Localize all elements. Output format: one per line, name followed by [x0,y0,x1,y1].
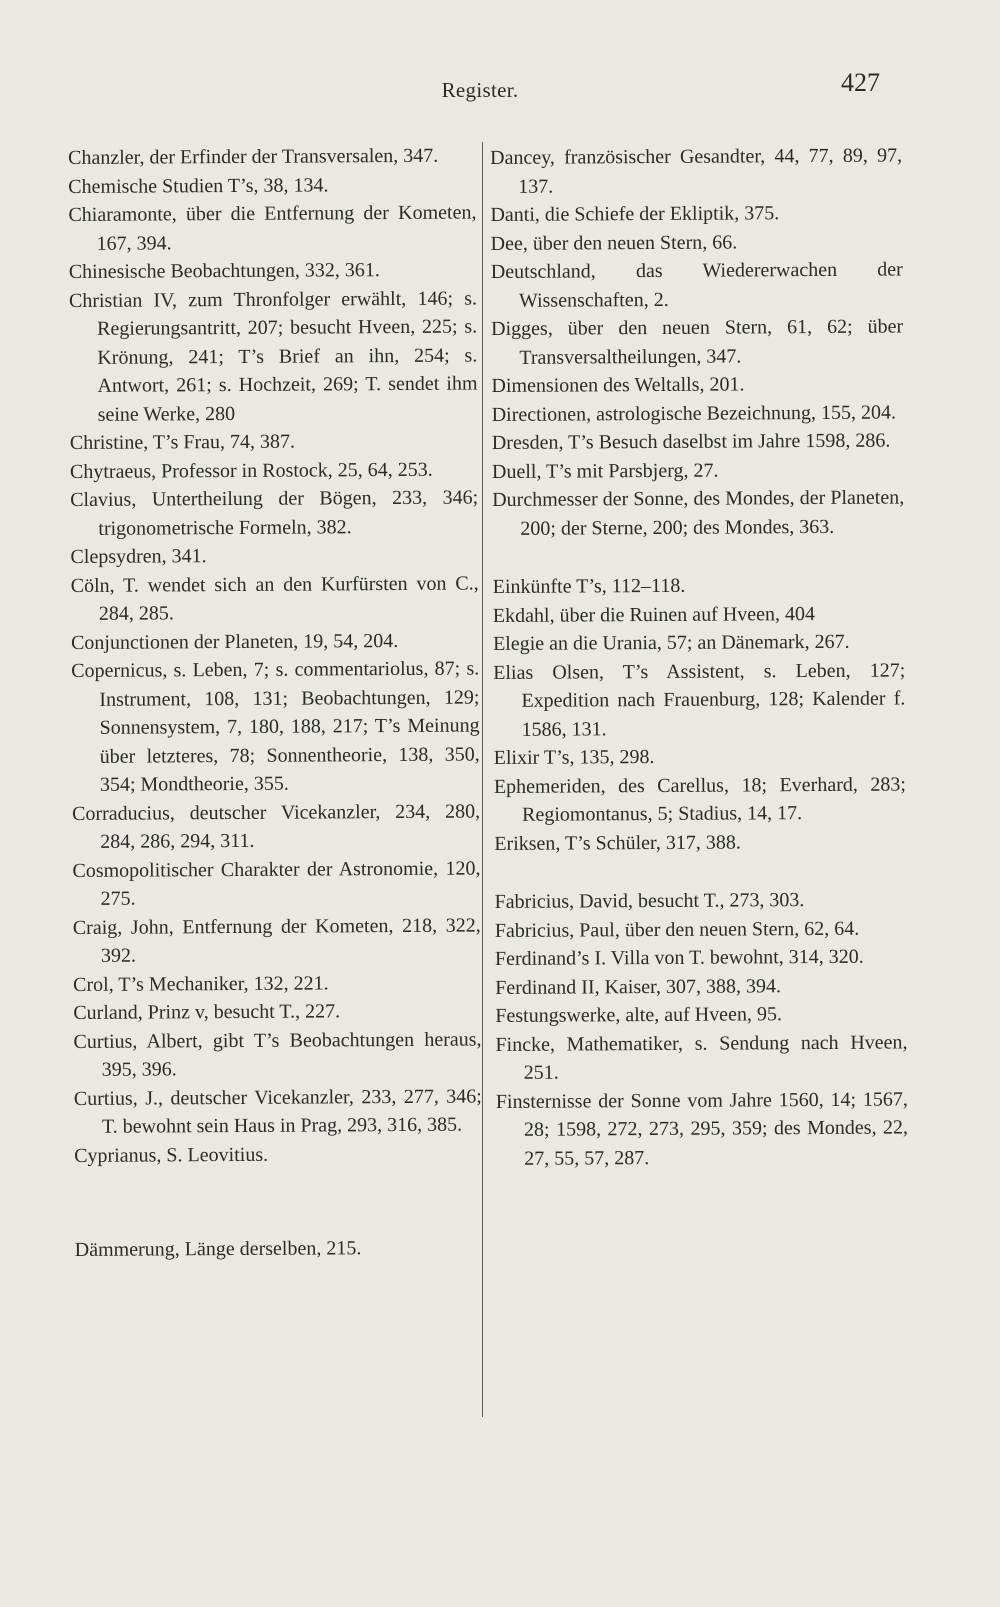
index-entry: Conjunctionen der Planeten, 19, 54, 204. [70,629,399,654]
index-entry: Dresden, T’s Besuch daselbst im Jahre 1598, 286. [491,429,891,454]
index-entry: Clavius, Untertheilung der Bögen, 233, 346; trigonometrische Formeln, 382. [70,486,479,540]
index-entry: Elegie an die Urania, 57; an Dänemark, 267. [492,630,850,655]
index-entry: Dämmerung, Länge derselben, 215. [74,1237,362,1261]
index-entry: Curtius, Albert, gibt T’s Beobachtungen heraus, 395, 396. [73,1027,482,1081]
running-header: Register. [441,78,519,102]
index-entry: Curtius, J., deutscher Vicekanzler, 233, 277, 346; T. bewohnt sein Haus in Prag, 293, 316, 385. [73,1084,482,1138]
index-entry: Crol, T’s Mechaniker, 132, 221. [73,971,329,996]
index-entry: Dimensionen des Weltalls, 201. [491,373,745,397]
index-entry: Curland, Prinz v, besucht T., 227. [73,1000,341,1024]
index-entry: Chanzler, der Erfinder der Transversalen, 347. [68,144,439,169]
index-entry: Directionen, astrologische Bezeichnung, 155, 204. [491,401,897,426]
index-entry: Cöln, T. wendet sich an den Kurfürsten von C., 284, 285. [70,571,479,625]
index-entry: Corraducius, deutscher Vicekanzler, 234, 280, 284, 286, 294, 311. [72,799,481,853]
index-entry: Chiaramonte, über die Entfernung der Kometen, 167, 394. [68,201,477,255]
index-entry: Ferdinand II, Kaiser, 307, 388, 394. [495,974,782,999]
right-column [490,141,908,1172]
index-entry: Elias Olsen, T’s Assistent, s. Leben, 127; Expedition nach Frauenburg, 128; Kalender f. 1586, 131. [493,658,906,741]
section-gap [494,855,906,888]
index-entry: Dee, über den neuen Stern, 66. [490,230,738,255]
index-entry: Cosmopolitischer Charakter der Astronomie, 120, 275. [72,856,481,910]
index-entry: Deutschland, das Wiedererwachen der Wissenschaften, 2. [490,258,903,312]
index-entry: Christian IV, zum Thronfolger erwählt, 146; s. Regierungsantritt, 207; besucht Hveen, 225; s. Krönung, 241; T’s Brief an ihn, 254; s. Antwort, 261; s. Hochzeit, 269; T. sendet ihm seine Werke, 280 [68,287,478,426]
index-entry: Fabricius, David, besucht T., 273, 303. [494,889,805,913]
index-entry: Durchmesser der Sonne, des Mondes, der Planeten, 200; der Sterne, 200; des Mondes, 363. [492,486,905,540]
index-entry: Einkünfte T’s, 112–118. [492,574,686,598]
index-entry: Fabricius, Paul, über den neuen Stern, 62, 64. [494,917,860,942]
index-entry: Chinesische Beobachtungen, 332, 361. [68,259,380,283]
index-entry: Finsternisse der Sonne vom Jahre 1560, 14; 1567, 28; 1598, 272, 273, 295, 359; des Mondes, 22, 27, 55, 57, 287. [495,1087,909,1170]
index-entry: Ephemeriden, des Carellus, 18; Everhard, 283; Regiomontanus, 5; Stadius, 14, 17. [493,772,906,826]
index-entry: Ekdahl, über die Ruinen auf Hveen, 404 [492,602,816,627]
index-entry: Danti, die Schiefe der Ekliptik, 375. [490,202,780,226]
index-entry: Cyprianus, S. Leovitius. [74,1143,269,1167]
index-entry: Festungswerke, alte, auf Hveen, 95. [495,1003,782,1027]
section-gap [492,540,904,573]
index-entry: Elixir T’s, 135, 298. [493,746,655,769]
page-number: 427 [841,68,880,97]
section-gap [74,1167,482,1235]
index-entry: Eriksen, T’s Schüler, 317, 388. [494,830,741,855]
index-entry: Dancey, französischer Gesandter, 44, 77, 89, 97, 137. [490,144,903,198]
index-entry: Craig, John, Entfernung der Kometen, 218, 322, 392. [72,913,481,967]
index-entry: Digges, über den neuen Stern, 61, 62; über Transversaltheilungen, 347. [491,315,904,369]
index-entry: Fincke, Mathematiker, s. Sendung nach Hveen, 251. [495,1030,908,1084]
index-entry: Chytraeus, Professor in Rostock, 25, 64, 253. [69,458,433,483]
index-entry: Copernicus, s. Leben, 7; s. commentariolus, 87; s. Instrument, 108, 131; Beobachtungen, 129; Sonnensystem, 7, 180, 188, 217; T’s Meinung über letzteres, 78; Sonnentheorie, 138, 350, 354; Mondtheorie, 355. [71,657,480,796]
index-entry: Clepsydren, 341. [70,545,207,568]
index-entry: Chemische Studien T’s, 38, 134. [68,173,329,198]
index-entry: Ferdinand’s I. Villa von T. bewohnt, 314, 320. [494,945,864,970]
index-entry: Duell, T’s mit Parsbjerg, 27. [491,459,719,483]
left-column [68,142,483,1265]
index-entry: Christine, T’s Frau, 74, 387. [69,430,296,454]
